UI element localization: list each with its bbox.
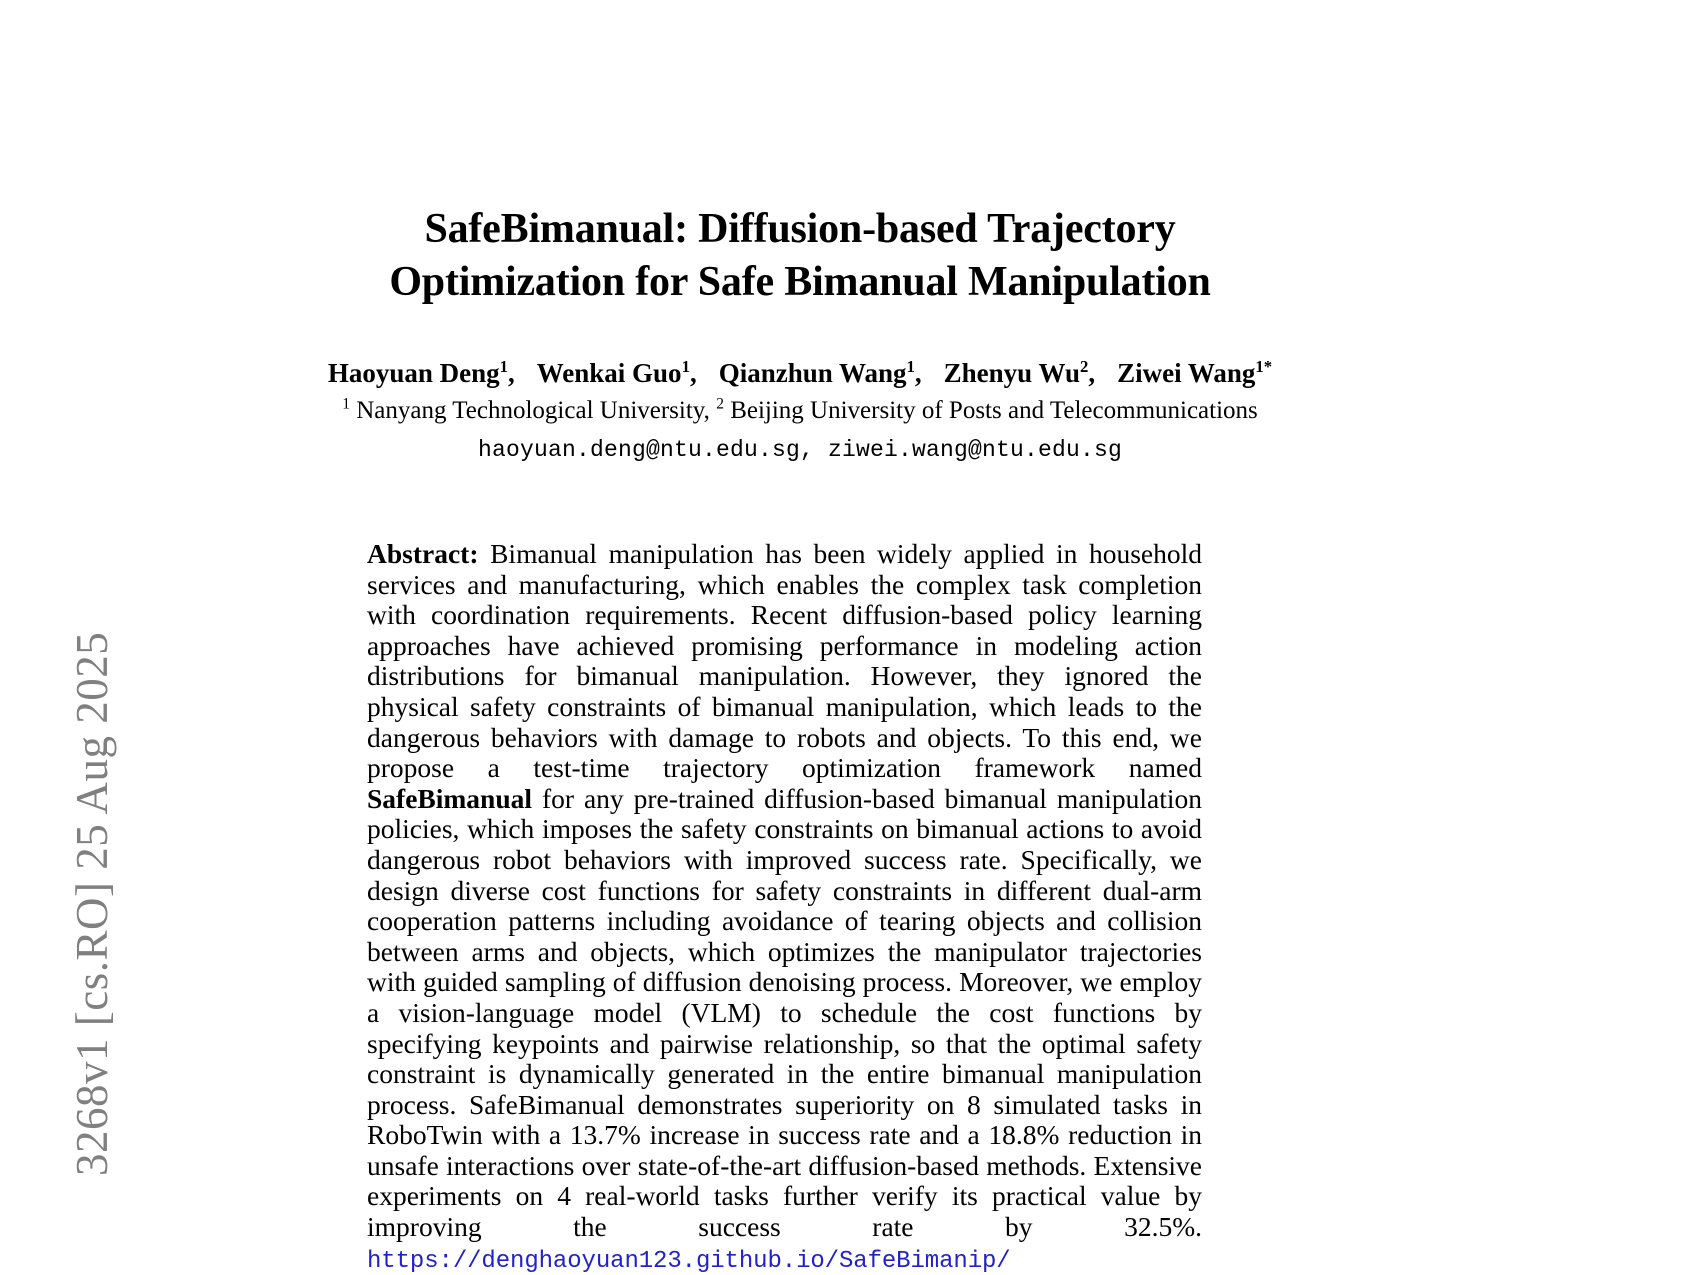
affiliation-line	[290, 395, 1310, 428]
title-line-1: SafeBimanual: Diffusion-based Trajectory	[424, 206, 1176, 252]
title-line-2: Optimization for Safe Bimanual Manipulation	[389, 258, 1211, 305]
affiliation-marker-1: 1	[342, 395, 350, 413]
author-entry	[1117, 358, 1272, 388]
author-entry	[944, 358, 1095, 388]
author-affil-marker: 2	[1080, 357, 1089, 376]
author-name: Zhenyu Wu	[943, 358, 1080, 388]
author-block	[290, 358, 1310, 466]
title-block	[300, 203, 1300, 309]
author-affil-marker: 1*	[1255, 357, 1273, 376]
contact-emails: haoyuan.deng@ntu.edu.sg, ziwei.wang@ntu.edu.sg	[477, 436, 1123, 463]
abstract-label: Abstract:	[367, 538, 479, 569]
abstract-text	[367, 539, 1202, 1275]
author-list	[290, 358, 1310, 389]
abstract-part-2: for any pre-trained diffusion-based bimanual manipulation policies, which imposes the safety constraints on bimanual actions to avoid dangerous robot behaviors with improved success rate. Specifically, we design diverse cost functions for safety constraints in different dual-arm cooperation patterns including avoidance of tearing objects and collision between arms and objects, which optimizes the manipulator trajectories with guided sampling of diffusion denoising process. Moreover, we employ a vision-language model (VLM) to schedule the cost functions by specifying keypoints and pairwise relationship, so that the optimal safety constraint is dynamically generated in the entire bimanual manipulation process. SafeBimanual demonstrates superiority on 8 simulated tasks in RoboTwin with a 13.7% increase in success rate and a 18.8% reduction in unsafe interactions over state-of-the-art diffusion-based methods. Extensive experiments on 4 real-world tasks further verify its practical value by improving the success rate by 32.5%.	[367, 782, 1202, 1243]
author-affil-marker: 1	[906, 357, 915, 376]
author-name: Wenkai Guo	[536, 358, 682, 388]
author-entry	[537, 358, 697, 388]
abstract-bold-term: SafeBimanual	[367, 782, 533, 814]
author-trailing: ,	[914, 358, 922, 388]
author-trailing: ,	[508, 358, 515, 388]
affiliation-name-2: Beijing University of Posts and Telecommunications	[730, 397, 1258, 425]
author-affil-marker: 1	[499, 357, 509, 376]
author-trailing: ,	[1088, 358, 1096, 388]
abstract-block	[367, 539, 1202, 1275]
abstract-part-1: Bimanual manipulation has been widely applied in household services and manufacturing, which enables the complex task completion with coordination requirements. Recent diffusion-based policy learning approaches have achieved promising performance in modeling action distributions for bimanual manipulation. However, they ignored the physical safety constraints of bimanual manipulation, which leads to the dangerous behaviors with damage to robots and objects. To this end, we propose a test-time trajectory optimization framework named	[367, 538, 1203, 784]
project-page-link[interactable]: https://denghaoyuan123.github.io/SafeBimanip/	[367, 1247, 1011, 1275]
affiliation-name-1: Nanyang Technological University,	[356, 397, 710, 425]
author-trailing: ,	[689, 358, 697, 388]
author-entry	[328, 358, 515, 388]
author-name: Qianzhun Wang	[718, 358, 907, 388]
arxiv-stamp: 3268v1 [cs.RO] 25 Aug 2025	[67, 631, 117, 1176]
page-title	[300, 203, 1300, 309]
author-affil-marker: 1	[681, 357, 690, 376]
author-name: Ziwei Wang	[1117, 358, 1256, 388]
author-entry	[719, 358, 922, 388]
author-name: Haoyuan Deng	[327, 358, 500, 388]
affiliation-marker-2: 2	[716, 395, 724, 413]
